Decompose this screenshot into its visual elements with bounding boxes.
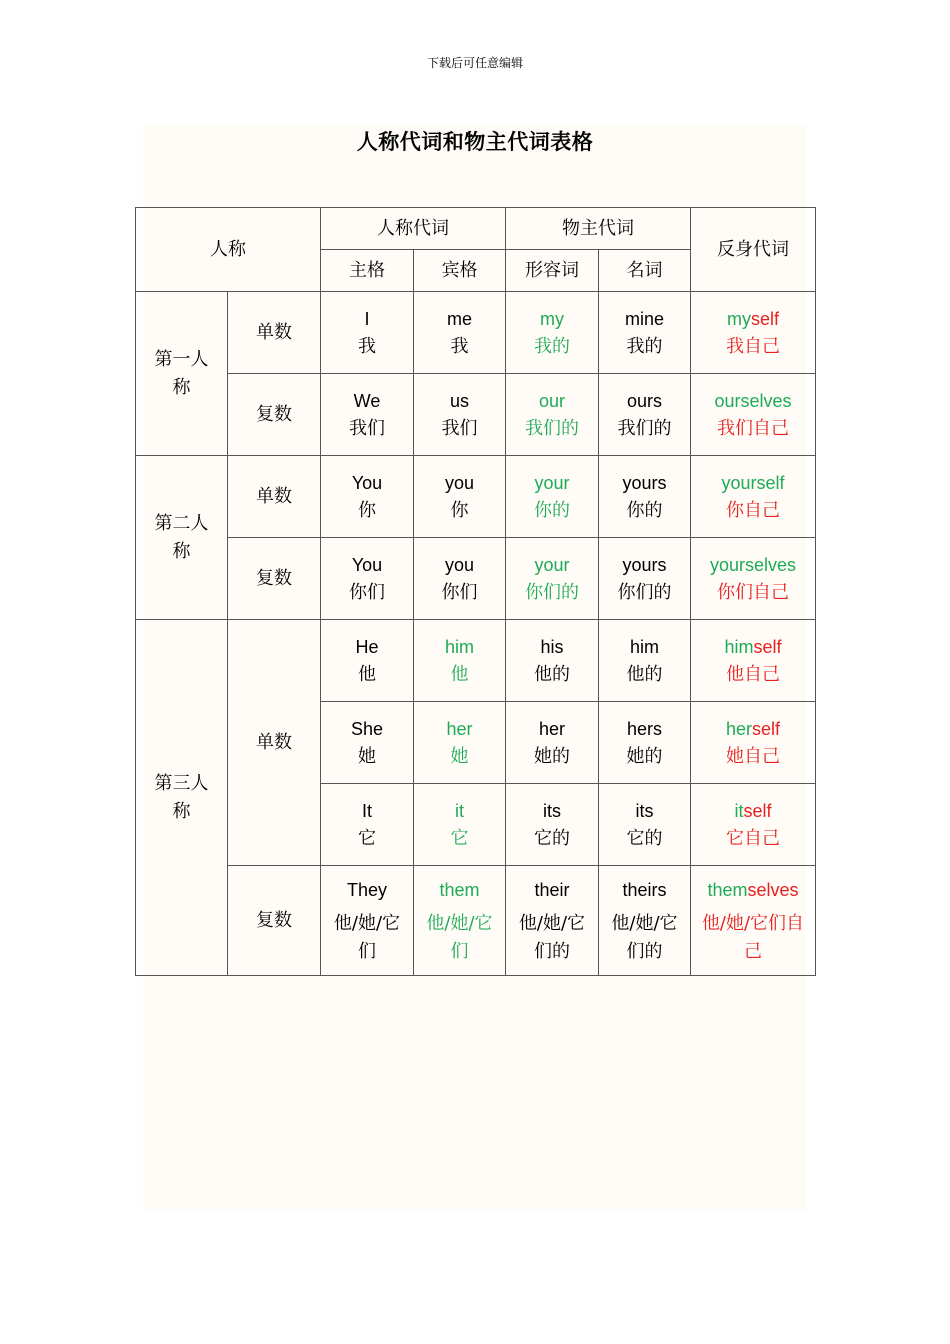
header-subject: 主格	[321, 250, 414, 292]
word-en: We	[353, 390, 381, 411]
adjective-cell	[506, 292, 599, 374]
word-zh: 它	[450, 827, 469, 849]
adjective-cell	[506, 620, 599, 702]
word-zh: 你们	[349, 581, 385, 603]
pronoun-table	[135, 207, 816, 976]
word-zh: 我们的	[525, 417, 579, 439]
word-zh: 它的	[626, 827, 663, 849]
word-zh: 它的	[534, 827, 570, 849]
table-row	[136, 292, 816, 374]
word-en: I	[364, 308, 370, 329]
reflexive-en	[691, 387, 815, 415]
reflexive-zh: 我自己	[726, 335, 780, 357]
reflexive-root: her	[725, 718, 752, 739]
subject-cell	[321, 866, 414, 976]
reflexive-zh: 他自己	[726, 663, 780, 685]
reflexive-root: yourselves	[709, 554, 797, 575]
object-cell	[414, 292, 506, 374]
noun-cell	[599, 620, 691, 702]
reflexive-zh: 你们自己	[717, 581, 789, 603]
header-note: 下载后可任意编辑	[426, 56, 523, 70]
word-zh: 我	[450, 335, 469, 357]
reflexive-en	[691, 715, 815, 743]
subject-cell	[321, 456, 414, 538]
word-zh: 我们的	[617, 417, 672, 439]
word-zh: 它	[358, 827, 376, 849]
number-label: 单数	[228, 292, 321, 374]
table-row	[136, 374, 816, 456]
reflexive-cell	[691, 702, 816, 784]
reflexive-en	[691, 797, 815, 825]
reflexive-suffix: self	[752, 718, 781, 739]
word-en: him	[444, 636, 474, 657]
reflexive-cell	[691, 620, 816, 702]
noun-cell	[599, 784, 691, 866]
word-en: ours	[626, 390, 662, 411]
word-en: yours	[622, 554, 667, 575]
word-en: It	[361, 800, 372, 821]
noun-cell	[599, 702, 691, 784]
reflexive-cell	[691, 538, 816, 620]
person-group-label	[136, 620, 228, 976]
word-zh: 他	[358, 663, 376, 685]
word-zh: 她	[450, 745, 469, 767]
word-zh: 你们	[441, 581, 478, 603]
word-en: you	[444, 472, 475, 493]
word-en: you	[444, 554, 475, 575]
word-en: us	[449, 390, 469, 411]
header-possessive-pronoun: 物主代词	[506, 208, 691, 250]
word-zh: 他/她/它们	[333, 912, 401, 962]
reflexive-suffix: self	[743, 800, 772, 821]
subject-cell	[321, 292, 414, 374]
word-en: his	[540, 636, 564, 657]
word-zh: 他的	[626, 663, 663, 685]
word-en: your	[534, 554, 570, 575]
word-zh: 你的	[626, 499, 663, 521]
word-zh: 你的	[534, 499, 570, 521]
adjective-cell	[506, 702, 599, 784]
word-zh: 我的	[626, 335, 663, 357]
header-person: 人称	[136, 208, 321, 292]
adjective-cell	[506, 456, 599, 538]
word-en: my	[540, 308, 564, 329]
document-title: 人称代词和物主代词表格	[356, 130, 594, 154]
word-en: theirs	[622, 879, 667, 900]
word-en: its	[635, 800, 654, 821]
word-zh: 他/她/它们	[426, 912, 493, 962]
number-label: 复数	[228, 538, 321, 620]
noun-cell	[599, 374, 691, 456]
object-cell	[414, 538, 506, 620]
word-zh: 他的	[534, 663, 570, 685]
person-group-label	[136, 456, 228, 620]
header-reflexive: 反身代词	[691, 208, 816, 292]
person-group-text: 第三人称	[154, 772, 209, 822]
reflexive-suffix: self	[753, 636, 782, 657]
word-en: their	[534, 879, 570, 900]
object-cell	[414, 374, 506, 456]
number-label: 单数	[228, 456, 321, 538]
reflexive-zh: 她自己	[726, 745, 780, 767]
table-row	[136, 538, 816, 620]
reflexive-cell	[691, 292, 816, 374]
table-row	[136, 866, 816, 976]
word-zh: 你	[450, 499, 469, 521]
person-group-label	[136, 292, 228, 456]
word-zh: 她	[358, 745, 376, 767]
word-zh: 他/她/它们的	[518, 912, 586, 962]
word-en: your	[534, 472, 570, 493]
person-group-text: 第一人称	[154, 348, 209, 398]
reflexive-cell	[691, 866, 816, 976]
object-cell	[414, 866, 506, 976]
word-en: her	[538, 718, 565, 739]
word-en: hers	[626, 718, 662, 739]
header-object: 宾格	[414, 250, 506, 292]
reflexive-zh: 你自己	[726, 499, 780, 521]
reflexive-root: it	[734, 800, 744, 821]
word-en: You	[351, 554, 383, 575]
noun-cell	[599, 538, 691, 620]
reflexive-suffix: selves	[747, 879, 799, 900]
object-cell	[414, 456, 506, 538]
subject-cell	[321, 620, 414, 702]
noun-cell	[599, 292, 691, 374]
word-en: mine	[624, 308, 664, 329]
subject-cell	[321, 702, 414, 784]
word-zh: 你	[358, 499, 376, 521]
adjective-cell	[506, 866, 599, 976]
reflexive-suffix: self	[750, 308, 779, 329]
word-zh: 我的	[534, 335, 570, 357]
word-en: yours	[622, 472, 667, 493]
word-en: me	[446, 308, 472, 329]
reflexive-zh: 它自己	[726, 827, 780, 849]
adjective-cell	[506, 374, 599, 456]
word-en: her	[446, 718, 473, 739]
person-group-text: 第二人称	[154, 512, 209, 562]
noun-cell	[599, 866, 691, 976]
number-label: 单数	[228, 620, 321, 866]
subject-cell	[321, 538, 414, 620]
number-label: 复数	[228, 374, 321, 456]
subject-cell	[321, 374, 414, 456]
word-zh: 他	[450, 663, 469, 685]
reflexive-en	[691, 633, 815, 661]
reflexive-root: my	[726, 308, 751, 329]
word-en: him	[629, 636, 659, 657]
adjective-cell	[506, 538, 599, 620]
table-row	[136, 456, 816, 538]
reflexive-en	[691, 551, 815, 579]
reflexive-root: yourself	[721, 472, 785, 493]
word-zh: 我	[358, 335, 376, 357]
word-zh: 她的	[534, 745, 570, 767]
reflexive-zh: 我们自己	[717, 417, 789, 439]
noun-cell	[599, 456, 691, 538]
table-row	[136, 620, 816, 702]
reflexive-en	[691, 305, 815, 333]
header-noun: 名词	[599, 250, 691, 292]
header-adjective: 形容词	[506, 250, 599, 292]
word-en: You	[351, 472, 383, 493]
word-zh: 你们的	[617, 581, 672, 603]
reflexive-zh: 他/她/它们自己	[701, 912, 805, 962]
word-en: its	[543, 800, 561, 821]
reflexive-en	[691, 469, 815, 497]
reflexive-cell	[691, 374, 816, 456]
header-personal-pronoun: 人称代词	[321, 208, 506, 250]
word-en: He	[355, 636, 379, 657]
reflexive-cell	[691, 456, 816, 538]
reflexive-en	[691, 876, 815, 904]
word-zh: 我们	[441, 417, 478, 439]
word-en: it	[455, 800, 464, 821]
number-label: 复数	[228, 866, 321, 976]
object-cell	[414, 784, 506, 866]
reflexive-root: him	[724, 636, 754, 657]
reflexive-root: ourselves	[714, 390, 792, 411]
word-zh: 她的	[626, 745, 663, 767]
adjective-cell	[506, 784, 599, 866]
word-en: them	[439, 879, 480, 900]
reflexive-cell	[691, 784, 816, 866]
object-cell	[414, 702, 506, 784]
subject-cell	[321, 784, 414, 866]
word-en: They	[346, 879, 388, 900]
word-en: our	[538, 390, 565, 411]
reflexive-root: them	[707, 879, 748, 900]
word-en: She	[350, 718, 384, 739]
object-cell	[414, 620, 506, 702]
word-zh: 他/她/它们的	[611, 912, 678, 962]
word-zh: 你们的	[525, 581, 579, 603]
word-zh: 我们	[349, 417, 385, 439]
